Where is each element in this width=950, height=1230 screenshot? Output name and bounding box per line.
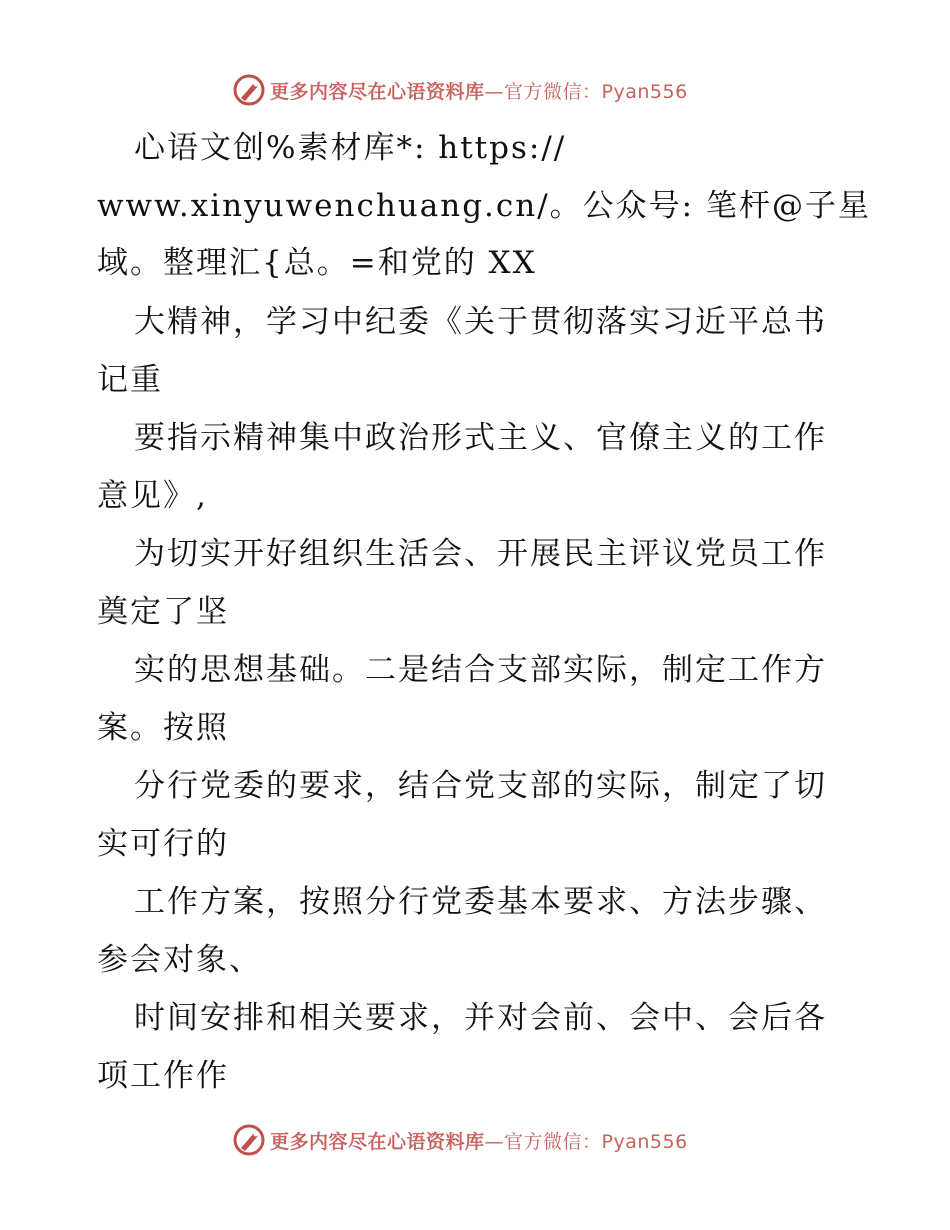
text-line-14: 工作方案，按照分行党委基本要求、方法步骤、 <box>134 884 827 920</box>
text-line-7: 意见》, <box>97 478 208 514</box>
watermark-text: 更多内容尽在心语资料库—官方微信：Pyan556 <box>270 80 688 103</box>
pen-logo-icon <box>232 73 266 107</box>
watermark-text: 更多内容尽在心语资料库—官方微信：Pyan556 <box>270 1130 688 1153</box>
text-line-9: 奠定了坚 <box>97 594 229 630</box>
text-line-16: 时间安排和相关要求，并对会前、会中、会后各 <box>134 1000 827 1036</box>
text-line-11: 案。按照 <box>97 710 229 746</box>
text-line-5: 记重 <box>97 362 163 398</box>
text-line-12: 分行党委的要求，结合党支部的实际，制定了切 <box>134 768 827 804</box>
text-line-13: 实可行的 <box>97 826 229 862</box>
pen-logo-icon <box>232 1123 266 1157</box>
text-line-2: www.xinyuwenchuang.cn/。公众号: 笔杆@子星 <box>97 188 871 224</box>
text-line-1: 心语文创%素材库*: https:// <box>134 130 567 166</box>
text-line-17: 项工作作 <box>97 1058 229 1094</box>
text-line-6: 要指示精神集中政治形式主义、官僚主义的工作 <box>134 420 827 456</box>
text-line-3: 域。整理汇{总。=和党的 XX <box>97 245 537 281</box>
text-line-4: 大精神，学习中纪委《关于贯彻落实习近平总书 <box>134 304 827 340</box>
text-line-10: 实的思想基础。二是结合支部实际，制定工作方 <box>134 652 827 688</box>
watermark-banner-bottom <box>232 1122 732 1158</box>
text-line-15: 参会对象、 <box>97 942 262 978</box>
watermark-banner-top <box>232 72 732 108</box>
text-line-8: 为切实开好组织生活会、开展民主评议党员工作 <box>134 536 827 572</box>
